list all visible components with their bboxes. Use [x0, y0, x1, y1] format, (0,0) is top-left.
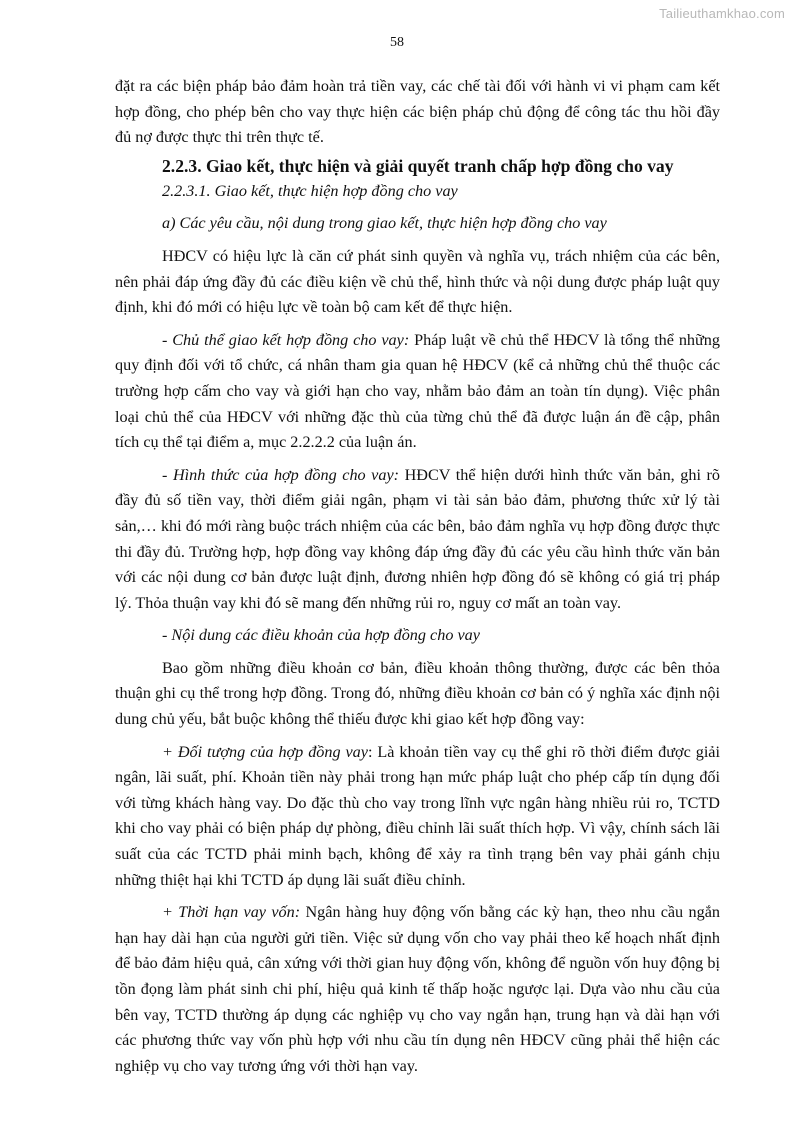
paragraph-term-length-label: + Thời hạn vay vốn:	[162, 903, 301, 922]
paragraph-validity: HĐCV có hiệu lực là căn cứ phát sinh quyền và nghĩa vụ, trách nhiệm của các bên, nên phải đáp ứng đầy đủ các điều kiện về chủ thể, hình thức và nội dung được pháp luật quy định, khi đó mới có hiệu lực về toàn bộ cam kết để thực hiện.	[115, 246, 720, 317]
paragraph-form-label: - Hình thức của hợp đồng cho vay:	[162, 465, 400, 484]
paragraph-form-text: HĐCV thể hiện dưới hình thức văn bản, ghi rõ đầy đủ số tiền vay, thời điểm giải ngân, phạm vi tài sản bảo đảm, phương thức xử lý tài sản,… khi đó mới ràng buộc trách nhiệm của các bên, bảo đảm nghĩa vụ hợp đồng được thực thi đầy đủ. Trường hợp, hợp đồng vay không đáp ứng đầy đủ các yêu cầu hình thức văn bản với các nội dung cơ bản được luật định, đương nhiên hợp đồng đó sẽ không có giá trị pháp lý. Thỏa thuận vay khi đó sẽ mang đến những rủi ro, nguy cơ mất an toàn vay.	[115, 465, 721, 612]
subsection-item-heading: a) Các yêu cầu, nội dung trong giao kết, thực hiện hợp đồng cho vay	[162, 214, 607, 233]
watermark: Tailieuthamkhao.com	[659, 6, 785, 21]
paragraph-terms-heading: - Nội dung các điều khoản của hợp đồng cho vay	[162, 626, 480, 645]
paragraph-intro: đặt ra các biện pháp bảo đảm hoàn trả tiền vay, các chế tài đối với hành vi vi phạm cam kết hợp đồng, cho phép bên cho vay thực hiện các biện pháp chủ động để công tác thu hồi đầy đủ nợ được thực thi trên thực tế.	[115, 77, 720, 147]
document-body	[115, 74, 720, 1079]
paragraph-subject-label: - Chủ thể giao kết hợp đồng cho vay:	[162, 330, 410, 349]
subsection-heading: 2.2.3.1. Giao kết, thực hiện hợp đồng cho vay	[162, 181, 458, 200]
paragraph-subject	[115, 328, 720, 456]
page-number: 58	[390, 35, 404, 50]
paragraph-subject-text: Pháp luật về chủ thể HĐCV là tổng thể những quy định đối với tổ chức, cá nhân tham gia quan hệ HĐCV (kể cả những chủ thể thuộc các trường hợp cấm cho vay và giới hạn cho vay, nhằm bảo đảm an toàn tín dụng). Việc phân loại chủ thể của HĐCV với những đặc thù của từng chủ thể đã được luận án đề cập, phân tích cụ thể tại điểm a, mục 2.2.2.2 của luận án.	[115, 330, 720, 452]
paragraph-terms: Bao gồm những điều khoản cơ bản, điều khoản thông thường, được các bên thỏa thuận ghi cụ thể trong hợp đồng. Trong đó, những điều khoản cơ bản có ý nghĩa xác định nội dung chủ yếu, bắt buộc không thể thiếu được khi giao kết hợp đồng vay:	[115, 658, 720, 729]
paragraph-term-length	[115, 900, 720, 1079]
paragraph-object-label: + Đối tượng của hợp đồng vay	[162, 742, 368, 761]
section-heading: 2.2.3. Giao kết, thực hiện và giải quyết tranh chấp hợp đồng cho vay	[162, 155, 674, 176]
paragraph-form	[115, 463, 720, 617]
paragraph-term-length-text: Ngân hàng huy động vốn bằng các kỳ hạn, theo nhu cầu ngắn hạn hay dài hạn của người gửi tiền. Việc sử dụng vốn cho vay phải theo kế hoạch nhất định để bảo đảm hiệu quả, cân xứng với thời gian huy động vốn, không để nguồn vốn huy động bị tồn đọng làm phát sinh chi phí, hiệu quả kinh tế thấp hoặc ngược lại. Dựa vào nhu cầu của bên vay, TCTD thường áp dụng các nghiệp vụ cho vay ngắn hạn, trung hạn và dài hạn với các phương thức vay vốn phù hợp với nhu cầu tín dụng nên HĐCV cũng phải thể hiện các nghiệp vụ cho vay tương ứng với thời hạn vay.	[115, 903, 720, 1075]
paragraph-object	[115, 740, 720, 894]
paragraph-object-text: : Là khoản tiền vay cụ thể ghi rõ thời điểm được giải ngân, lãi suất, phí. Khoản tiền này phải trong hạn mức pháp luật cho phép cấp tín dụng đối với từng khách hàng vay. Do đặc thù cho vay trong lĩnh vực ngân hàng nhiều rủi ro, TCTD khi cho vay phải có biện pháp dự phòng, điều chỉnh lãi suất thích hợp. Vì vậy, chính sách lãi suất của các TCTD phải minh bạch, không để xảy ra tình trạng bên vay phải gánh chịu những thiệt hại khi TCTD áp dụng lãi suất điều chỉnh.	[115, 742, 720, 889]
